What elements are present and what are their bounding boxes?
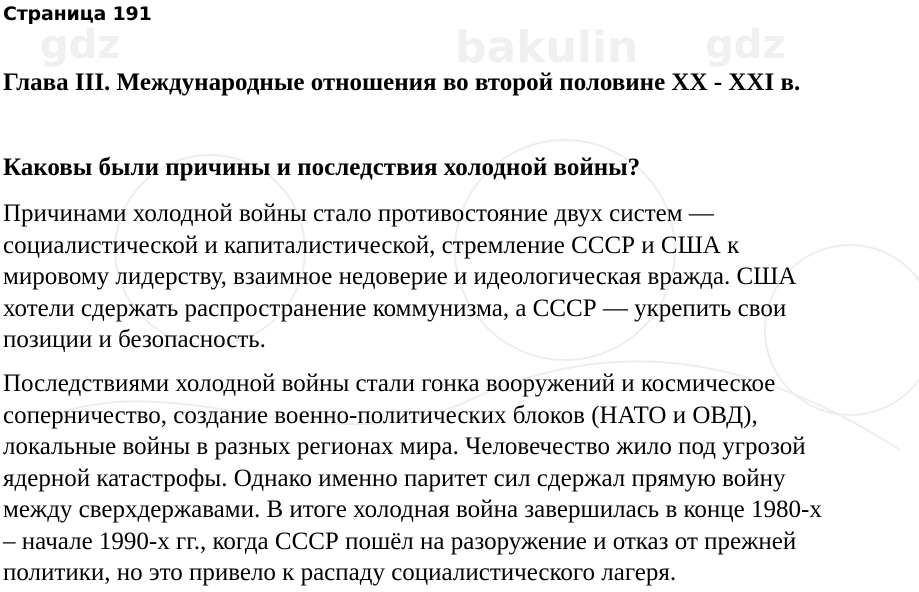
watermark-text-center: bakulin bbox=[455, 22, 639, 73]
answer-line: мировому лидерству, взаимное недоверие и идеологическая вражда. США bbox=[3, 263, 797, 290]
answer-line: Причинами холодной войны стало противостояние двух систем — bbox=[3, 200, 714, 227]
page-label: Страница 191 bbox=[3, 3, 152, 25]
answer-line: локальные войны в разных регионах мира. Человечество жило под угрозой bbox=[3, 433, 806, 460]
answer-line: хотели сдержать распространение коммунизма, а СССР — укрепить свои bbox=[3, 294, 787, 322]
watermark-text-left: gdz bbox=[40, 22, 121, 68]
question-heading: Каковы были причины и последствия холодной войны? bbox=[3, 154, 641, 181]
answer-line: позиции и безопасность. bbox=[3, 326, 266, 353]
answer-paragraph-2 bbox=[3, 368, 822, 589]
answer-line: соперничество, создание военно-политических блоков (НАТО и ОВД), bbox=[3, 401, 758, 429]
answer-paragraph-1 bbox=[3, 198, 796, 356]
watermark-text-right: gdz bbox=[705, 22, 786, 68]
chapter-title: Глава III. Международные отношения во второй половине XX - XXI в. bbox=[3, 69, 801, 96]
answer-line: социалистической и капиталистической, стремление СССР и США к bbox=[3, 231, 740, 259]
answer-line: между сверхдержавами. В итоге холодная война завершилась в конце 1980-х bbox=[3, 496, 822, 523]
answer-line: политики, но это привело к распаду социалистического лагеря. bbox=[3, 559, 677, 586]
answer-line: – начале 1990-х гг., когда СССР пошёл на разоружение и отказ от прежней bbox=[3, 527, 797, 555]
answer-line: ядерной катастрофы. Однако именно паритет сил сдержал прямую войну bbox=[3, 464, 786, 492]
answer-line: Последствиями холодной войны стали гонка вооружений и космическое bbox=[3, 370, 776, 397]
